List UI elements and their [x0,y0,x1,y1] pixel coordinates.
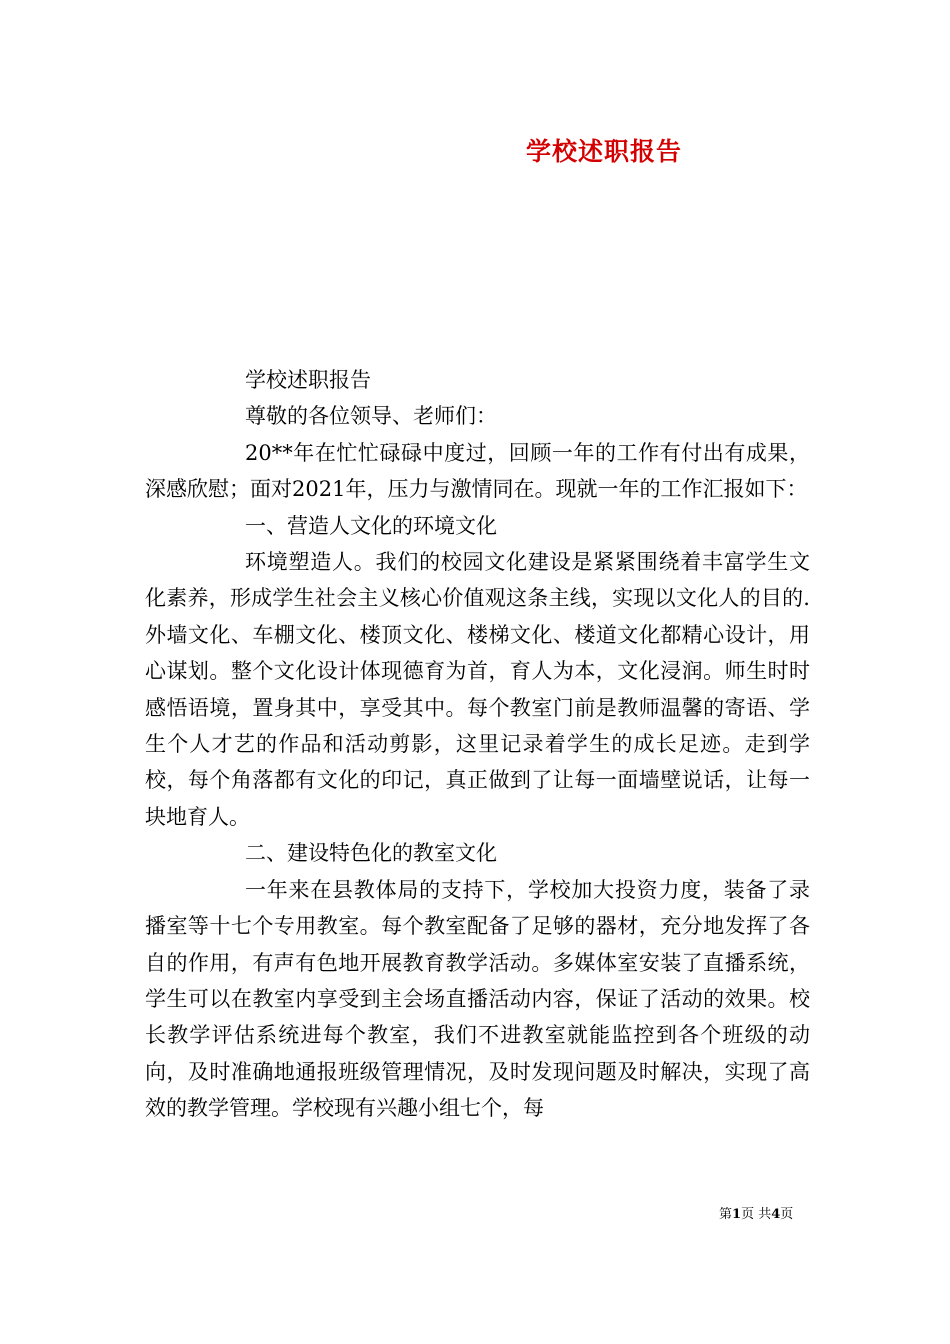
page-suffix: 页 [780,1207,794,1222]
paragraph-subtitle: 学校述职报告 [245,368,371,392]
current-page-number: 1 [732,1207,742,1222]
section-heading-1: 一、营造人文化的环境文化 [245,513,497,538]
paragraph-section-1: 环境塑造人。我们的校园文化建设是紧紧围绕着丰富学生文化素养，形成学生社会主义核心价值观这条主线，实现以文化人的目的.外墙文化、车棚文化、楼顶文化、楼梯文化、楼道文化都精心设计，用心谋划。整个文化设计体现德育为首，育人为本，文化浸润。师生时时感悟语境，置身其中，享受其中。每个教室门前是教师温馨的寄语、学生个人才艺的作品和活动剪影，这里记录着学生的成长足迹。走到学校，每个角落都有文化的印记，真正做到了让每一面墙壁说话，让每一块地育人。 [145,550,810,829]
page-number-footer [719,1203,793,1222]
document-title: 学校述职报告 [526,137,683,166]
section-heading-2: 二、建设特色化的教室文化 [245,841,497,866]
total-page-number: 4 [771,1207,781,1222]
page-middle: 页 共 [741,1207,772,1222]
paragraph-salutation: 尊敬的各位领导、老师们： [245,404,497,429]
document-body [145,362,810,1127]
page-prefix: 第 [719,1207,733,1222]
paragraph-section-2: 一年来在县教体局的支持下，学校加大投资力度，装备了录播室等十七个专用教室。每个教室配备了足够的器材，充分地发挥了各自的作用，有声有色地开展教育教学活动。多媒体室安装了直播系统，学生可以在教室内享受到主会场直播活动内容，保证了活动的效果。校长教学评估系统进每个教室，我们不进教室就能监控到各个班级的动向，及时准确地通报班级管理情况，及时发现问题及时解决，实现了高效的教学管理。学校现有兴趣小组七个，每 [145,877,810,1121]
paragraph-intro: 20**年在忙忙碌碌中度过，回顾一年的工作有付出有成果，深感欣慰；面对2021年，压力与激情同在。现就一年的工作汇报如下： [145,440,810,502]
